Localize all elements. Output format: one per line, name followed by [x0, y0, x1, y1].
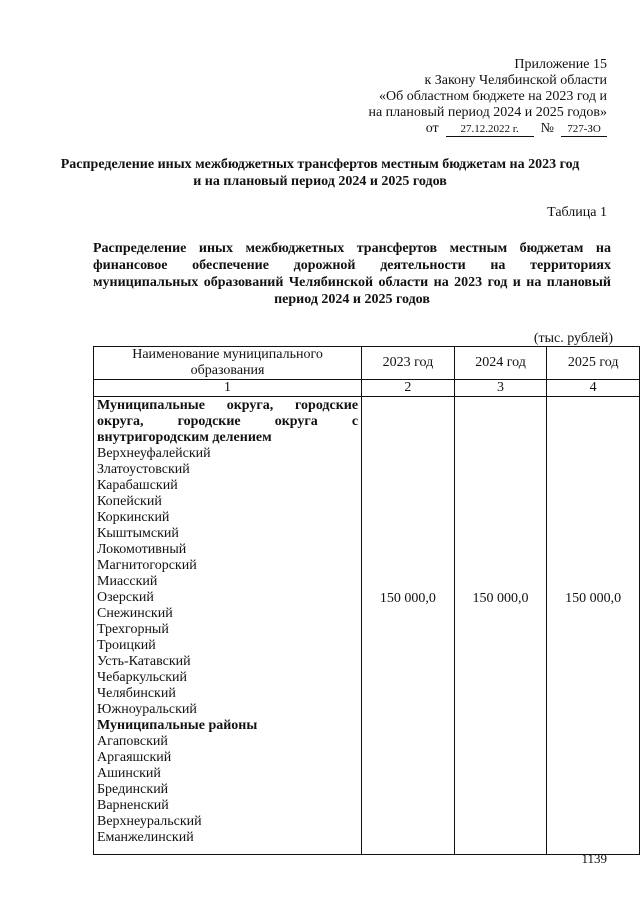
units-label: (тыс. рублей): [533, 331, 613, 346]
law-date: 27.12.2022 г.: [446, 123, 534, 137]
municipality-name: Снежинский: [97, 606, 173, 621]
main-title: Распределение иных межбюджетных трансфертов местным бюджетам на 2023 год и на плановый период 2024 и 2025 годов: [60, 157, 580, 189]
from-label: от: [425, 121, 439, 136]
municipality-name: Челябинский: [97, 686, 176, 701]
municipality-name: Трехгорный: [97, 622, 169, 637]
group-heading-okruga: Муниципальные округа, городские округа, городские округа с внутригородским делением: [97, 398, 359, 445]
municipality-name: Локомотивный: [97, 542, 187, 557]
municipality-name: Верхнеуральский: [97, 814, 202, 829]
municipality-list-okruga: [97, 446, 358, 718]
municipality-list-rayony: [97, 734, 358, 846]
table-subtitle: Распределение иных межбюджетных трансфертов местным бюджетам на финансовое обеспечение дорожной деятельности на территориях муниципальных образований Челябинской области на 2023 год и на плановый период 2024 и 2025 годов: [93, 241, 611, 307]
municipality-list-cell: [94, 397, 362, 855]
municipality-name: Троицкий: [97, 638, 156, 653]
law-reference: к Закону Челябинской области: [424, 73, 607, 88]
law-number: 727-ЗО: [561, 123, 607, 137]
value-2023: 150 000,0: [379, 591, 436, 606]
appendix-header: [347, 57, 607, 137]
header-2023: 2023 год: [362, 347, 455, 380]
appendix-number: Приложение 15: [514, 57, 607, 72]
municipality-name: Аргаяшский: [97, 750, 172, 765]
municipality-name: Кыштымский: [97, 526, 179, 541]
law-title-line2: на плановый период 2024 и 2025 годов»: [368, 105, 607, 120]
header-2025: 2025 год: [547, 347, 640, 380]
group-heading-rayony: Муниципальные районы: [97, 718, 258, 733]
municipality-name: Миасский: [97, 574, 158, 589]
municipality-name: Брединский: [97, 782, 169, 797]
municipality-name: Южноуральский: [97, 702, 197, 717]
column-number: 1: [94, 380, 362, 397]
table-header-row: [94, 347, 640, 380]
value-cell-2025: [547, 397, 640, 855]
municipality-name: Ашинский: [97, 766, 161, 781]
column-number: 2: [362, 380, 455, 397]
municipality-name: Магнитогорский: [97, 558, 197, 573]
column-number: 4: [547, 380, 640, 397]
law-date-number: [347, 121, 607, 137]
municipality-name: Агаповский: [97, 734, 168, 749]
column-number: 3: [454, 380, 547, 397]
number-sign: №: [540, 121, 554, 136]
municipality-name: Варненский: [97, 798, 169, 813]
table-body-row: [94, 397, 640, 855]
table-label: Таблица 1: [547, 205, 607, 220]
header-municipality: Наименование муниципального образования: [94, 347, 362, 380]
value-2024: 150 000,0: [472, 591, 529, 606]
municipality-name: Озерский: [97, 590, 154, 605]
value-2025: 150 000,0: [565, 591, 622, 606]
column-number-row: [94, 380, 640, 397]
header-2024: 2024 год: [454, 347, 547, 380]
transfers-table: [93, 346, 640, 855]
value-cell-2024: [454, 397, 547, 855]
municipality-name: Еманжелинский: [97, 830, 194, 845]
municipality-name: Карабашский: [97, 478, 178, 493]
municipality-name: Чебаркульский: [97, 670, 188, 685]
municipality-name: Усть-Катавский: [97, 654, 191, 669]
value-cell-2023: [362, 397, 455, 855]
municipality-name: Коркинский: [97, 510, 170, 525]
municipality-name: Копейский: [97, 494, 162, 509]
page-number: 1139: [581, 851, 607, 866]
law-title-line1: «Об областном бюджете на 2023 год и: [379, 89, 607, 104]
municipality-name: Златоустовский: [97, 462, 190, 477]
municipality-name: Верхнеуфалейский: [97, 446, 211, 461]
